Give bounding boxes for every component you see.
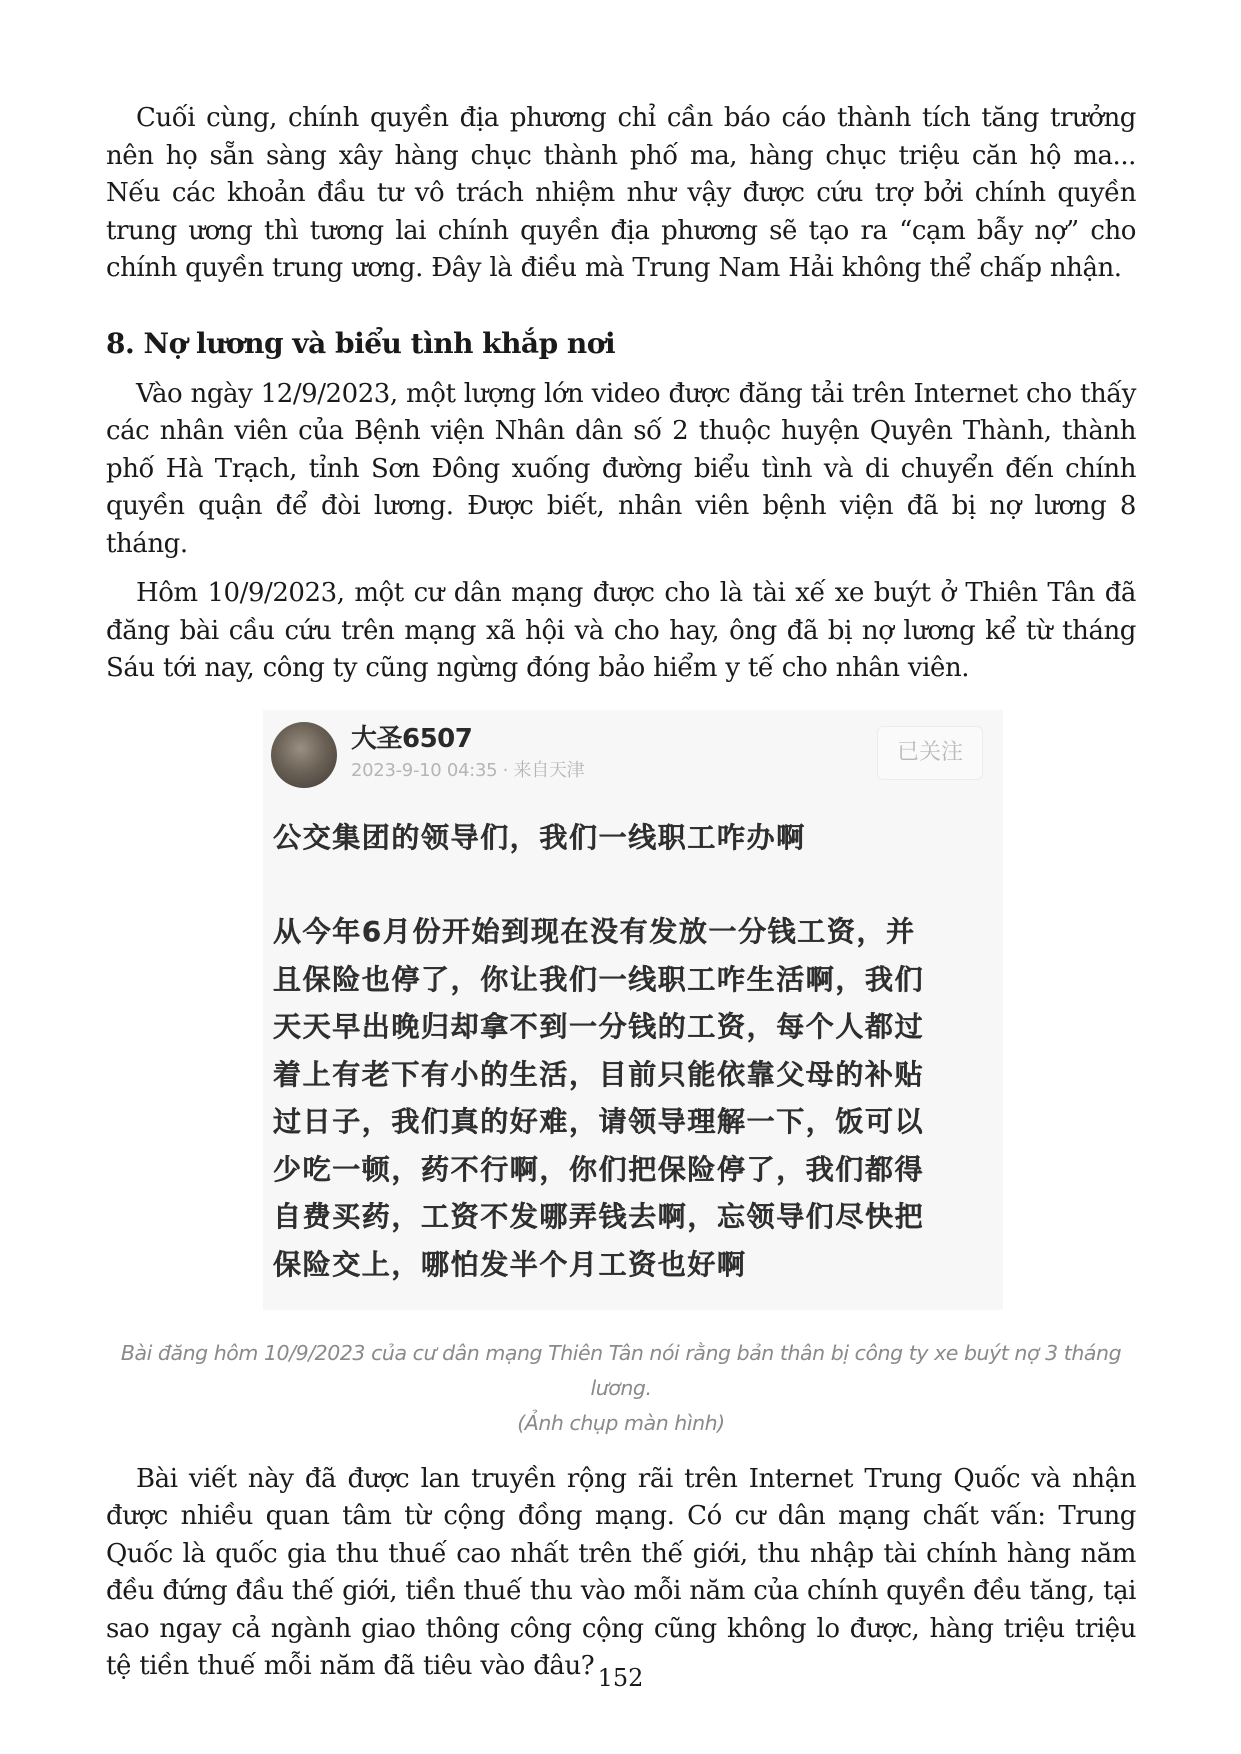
section-heading: 8. Nợ lương và biểu tình khắp nơi [106, 326, 616, 360]
caption-source: (Ảnh chụp màn hình) [517, 1410, 725, 1435]
post-body-line: 自费买药，工资不发哪弄钱去啊，忘领导们尽快把 [273, 1200, 925, 1233]
post-body-line: 保险交上，哪怕发半个月工资也好啊 [273, 1247, 747, 1281]
figure-caption [106, 1336, 1136, 1441]
post-body-line: 且保险也停了，你让我们一线职工咋生活啊，我们 [273, 962, 925, 996]
paragraph-hospital-protest: Vào ngày 12/9/2023, một lượng lớn video được đăng tải trên Internet cho thấy các nhân viên của Bệnh viện Nhân dân số 2 thuộc huyện Quyên Thành, thành phố Hà Trạch, tỉnh Sơn Đông xuống đường biểu tình và di chuyển đến chính quyền quận để đòi lương. Được biết, nhân viên bệnh viện đã bị nợ lương 8 tháng. [106, 378, 1136, 559]
page-content [106, 100, 1136, 1686]
caption-line: Bài đăng hôm 10/9/2023 của cư dân mạng Thiên Tân nói rằng bản thân bị công ty xe buýt nợ 3 tháng lương. [120, 1340, 1122, 1400]
page-number: 152 [597, 1664, 644, 1692]
post-body-line: 少吃一顿，药不行啊，你们把保险停了，我们都得 [273, 1152, 925, 1186]
follow-button: 已关注 [877, 726, 983, 780]
paragraph-local-government: Cuối cùng, chính quyền địa phương chỉ cần báo cáo thành tích tăng trưởng nên họ sẵn sàng xây hàng chục thành phố ma, hàng chục triệu căn hộ ma... Nếu các khoản đầu tư vô trách nhiệm như vậy được cứu trợ bởi chính quyền trung ương thì tương lai chính quyền địa phương sẽ tạo ra “cạm bẫy nợ” cho chính quyền trung ương. Đây là điều mà Trung Nam Hải không thể chấp nhận. [106, 103, 1136, 283]
paragraph-bus-driver: Hôm 10/9/2023, một cư dân mạng được cho là tài xế xe buýt ở Thiên Tân đã đăng bài cầu cứu trên mạng xã hội và cho hay, ông đã bị nợ lương kể từ tháng Sáu tới nay, công ty cũng ngừng đóng bảo hiểm y tế cho nhân viên. [106, 578, 1136, 683]
paragraph-public-reaction: Bài viết này đã được lan truyền rộng rãi trên Internet Trung Quốc và nhận được nhiều quan tâm từ cộng đồng mạng. Có cư dân mạng chất vấn: Trung Quốc là quốc gia thu thuế cao nhất trên thế giới, thu nhập tài chính hàng năm đều đứng đầu thế giới, tiền thuế thu vào mỗi năm của chính quyền đều tăng, tại sao ngay cả ngành giao thông công cộng cũng không lo được, hàng triệu triệu tệ tiền thuế mỗi năm đã tiêu vào đâu? [106, 1463, 1136, 1681]
post-text [273, 814, 993, 1289]
post-body-line: 从今年6月份开始到现在没有发放一分钱工资，并 [273, 915, 916, 948]
post-timestamp: 2023-9-10 04:35 · 来自天津 [351, 759, 585, 781]
post-body-line: 天天早出晚归却拿不到一分钱的工资，每个人都过 [273, 1010, 925, 1043]
post-username: 大圣6507 [351, 723, 473, 754]
post-body-line: 着上有老下有小的生活，目前只能依靠父母的补贴 [273, 1057, 925, 1091]
post-body-line: 过日子，我们真的好难，请领导理解一下，饭可以 [273, 1105, 925, 1138]
social-post-screenshot [263, 710, 1003, 1310]
avatar [271, 722, 337, 788]
post-headline: 公交集团的领导们，我们一线职工咋办啊 [273, 820, 806, 854]
